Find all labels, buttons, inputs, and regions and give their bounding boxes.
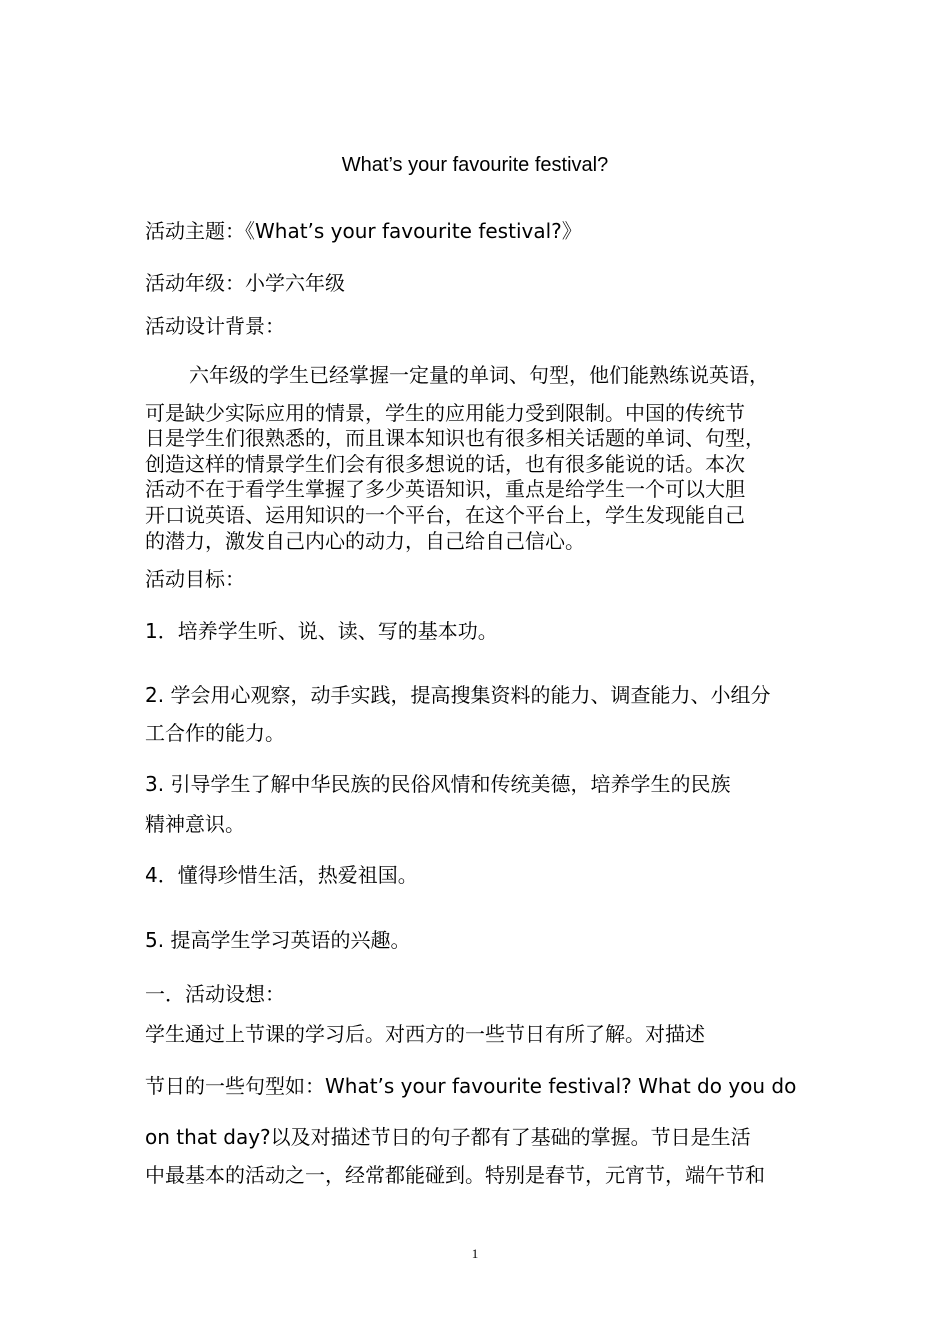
section-one-heading: 一．活动设想： bbox=[145, 982, 285, 1006]
theme-line: 活动主题：《What’s your favourite festival?》 bbox=[145, 219, 582, 243]
goals-heading: 活动目标： bbox=[145, 567, 245, 591]
paragraph-line: 开口说英语、运用知识的一个平台，在这个平台上，学生发现能自己 bbox=[145, 502, 745, 527]
grade-line: 活动年级：小学六年级 bbox=[145, 271, 345, 295]
goal-item-1: 1．培养学生听、说、读、写的基本功。 bbox=[145, 619, 498, 643]
paragraph-line: 可是缺少实际应用的情景，学生的应用能力受到限制。中国的传统节 bbox=[145, 400, 745, 425]
paragraph-line: 日是学生们很熟悉的，而且课本知识也有很多相关话题的单词、句型， bbox=[145, 426, 765, 451]
goal-item-3: 3. 引导学生了解中华民族的民俗风情和传统美德，培养学生的民族 bbox=[145, 772, 731, 796]
paragraph-line: 六年级的学生已经掌握一定量的单词、句型，他们能熟练说英语， bbox=[189, 363, 769, 387]
goal-item-2: 2. 学会用心观察，动手实践，提高搜集资料的能力、调查能力、小组分 bbox=[145, 683, 771, 707]
section-one-line: 学生通过上节课的学习后。对西方的一些节日有所了解。对描述 bbox=[145, 1022, 705, 1046]
paragraph-line: 创造这样的情景学生们会有很多想说的话，也有很多能说的话。本次 bbox=[145, 451, 745, 476]
goal-item-3-continued: 精神意识。 bbox=[145, 812, 245, 836]
paragraph-line: 的潜力，激发自己内心的动力，自己给自己信心。 bbox=[145, 528, 585, 553]
background-heading: 活动设计背景： bbox=[145, 314, 285, 338]
goal-item-2-continued: 工合作的能力。 bbox=[145, 721, 285, 745]
goal-item-5: 5. 提高学生学习英语的兴趣。 bbox=[145, 928, 411, 952]
section-one-line: on that day?以及对描述节日的句子都有了基础的掌握。节日是生活 bbox=[145, 1125, 751, 1149]
goal-item-4: 4．懂得珍惜生活，热爱祖国。 bbox=[145, 863, 418, 887]
page-number: 1 bbox=[471, 1246, 479, 1261]
background-paragraph bbox=[145, 363, 825, 554]
section-one-line: 中最基本的活动之一，经常都能碰到。特别是春节，元宵节，端午节和 bbox=[145, 1163, 765, 1187]
section-one-line: 节日的一些句型如：What’s your favourite festival? What do you do bbox=[145, 1074, 797, 1098]
document-title: What’s your favourite festival? bbox=[341, 154, 609, 176]
paragraph-line: 活动不在于看学生掌握了多少英语知识，重点是给学生一个可以大胆 bbox=[145, 477, 745, 502]
